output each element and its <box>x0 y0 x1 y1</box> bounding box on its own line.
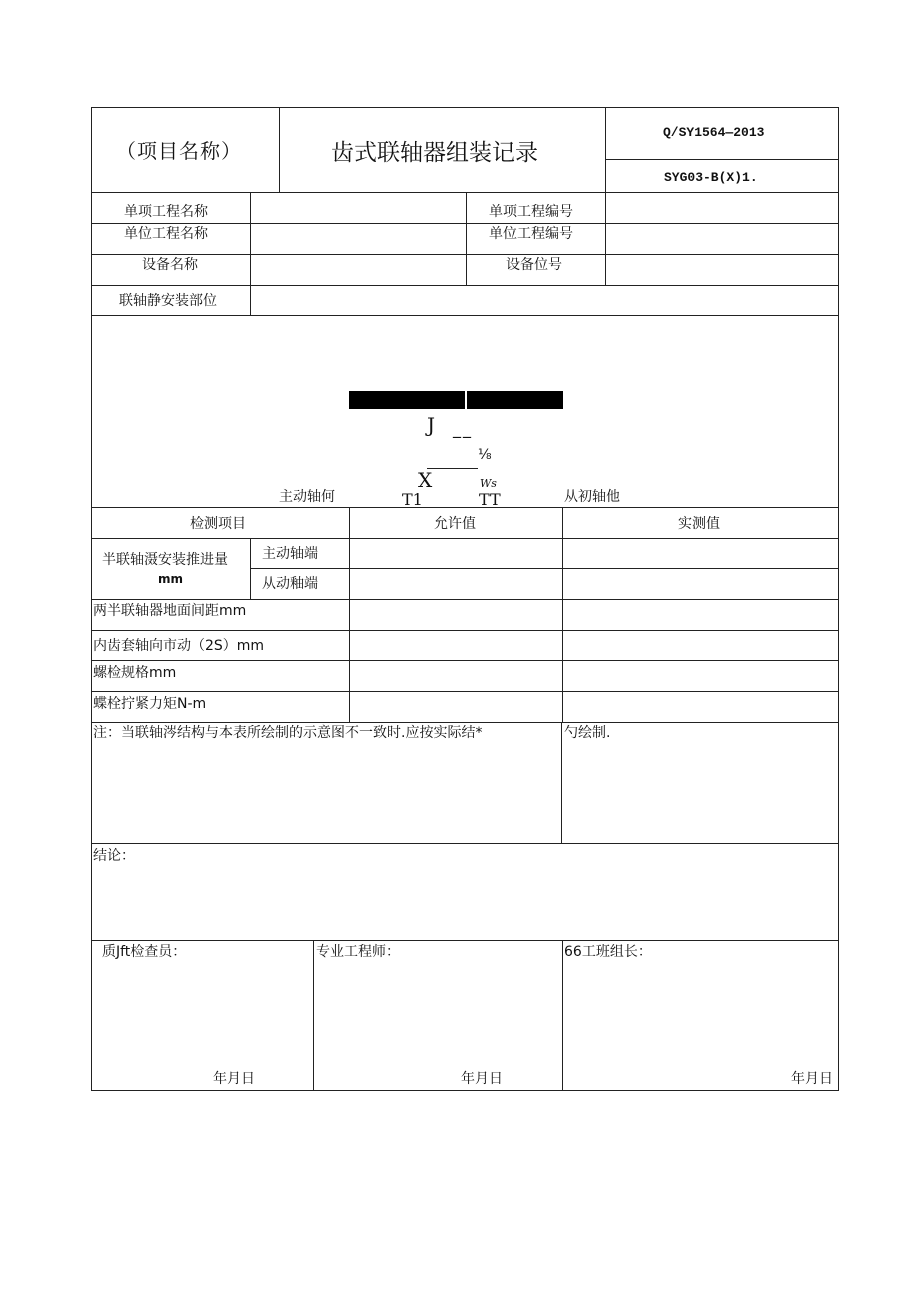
engineer-date: 年月日 <box>461 1071 503 1087</box>
diagram-glyph-x: X <box>418 468 433 492</box>
col-header-item: 检测项目 <box>190 516 246 532</box>
equipment-name-label: 设备名称 <box>142 257 198 273</box>
coupling-position-label: 联轴静安装部位 <box>119 293 217 309</box>
foreman-date: 年月日 <box>791 1071 833 1087</box>
project-name: （项目名称） <box>116 139 242 163</box>
diagram-glyph-t1: T1 <box>402 490 423 509</box>
row-push-label: 半联轴滠安装推进量 <box>102 552 228 568</box>
row-bolt-spec-label: 螺检规格mm <box>93 665 177 681</box>
row-push-unit: mm <box>158 572 184 586</box>
diagram-glyph-j: J <box>427 413 436 437</box>
qc-inspector-label: 质Jft检查员： <box>102 944 187 960</box>
col-header-allow: 允许值 <box>434 516 476 532</box>
note-text: 注：当联轴涔结构与本表所绘制的示意图不一致时.应按实际结* <box>93 725 483 741</box>
form-code: SYG03-B(X)1. <box>664 170 758 185</box>
diagram-glyph-frac: ⅛ <box>478 447 492 463</box>
row-push-drive-end: 主动轴端 <box>262 546 318 562</box>
qc-date: 年月日 <box>213 1071 255 1087</box>
sub-project-name-label: 单项工程名称 <box>124 204 208 220</box>
sub-project-no-label: 单项工程编号 <box>489 204 573 220</box>
equipment-position-label: 设备位号 <box>506 257 562 273</box>
driven-shaft-label: 从初轴他 <box>564 489 620 505</box>
diagram-glyph-ws: Ws <box>480 477 497 490</box>
foreman-label: 66工班组长： <box>564 944 652 960</box>
drive-shaft-label: 主动轴何 <box>279 489 335 505</box>
row-axial-label: 内齿套轴向市动（2S）mm <box>93 638 265 654</box>
engineer-label: 专业工程师： <box>316 944 400 960</box>
unit-project-name-label: 单位工程名称 <box>124 226 208 242</box>
row-gap-label: 两半联轴器地面间距mm <box>93 603 247 619</box>
note-text-cont: 勺绘制. <box>564 725 611 741</box>
form-title: 齿式联轴器组装记录 <box>331 140 538 166</box>
unit-project-no-label: 单位工程编号 <box>489 226 573 242</box>
standard-code: Q/SY1564—2013 <box>663 125 765 140</box>
diagram-line <box>427 468 478 469</box>
diagram-glyph-tt: TT <box>479 490 501 509</box>
row-torque-label: 蝶栓拧紧力矩N-m <box>93 696 207 712</box>
coupling-bar <box>349 391 563 409</box>
row-push-driven-end: 从动釉端 <box>262 576 318 592</box>
conclusion-label: 结论： <box>93 848 135 864</box>
col-header-measured: 实测值 <box>678 516 720 532</box>
coupling-bar-gap <box>465 391 467 409</box>
diagram-glyph-dash: __ <box>453 419 473 438</box>
